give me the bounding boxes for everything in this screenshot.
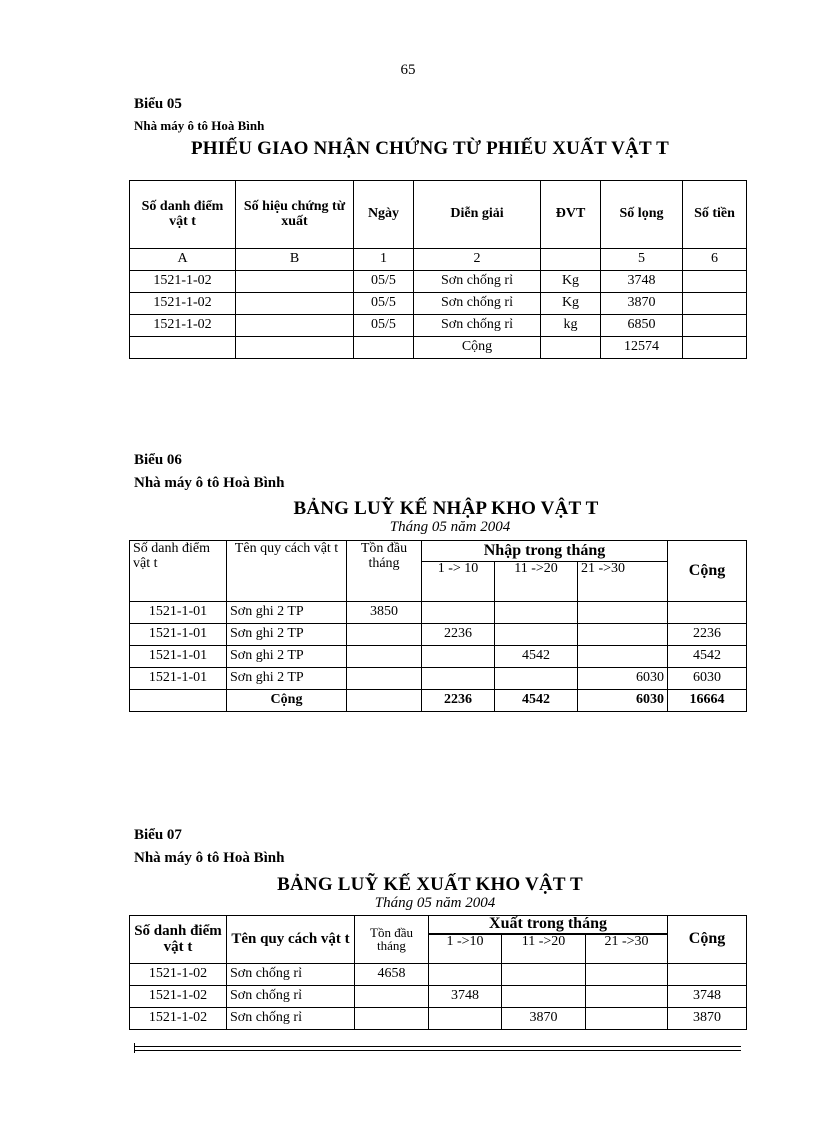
form07-subtitle: Tháng 05 năm 2004 bbox=[374, 895, 496, 911]
form07-header-period-3: 21 ->30 bbox=[586, 934, 668, 964]
table-cell bbox=[683, 337, 747, 359]
table-cell bbox=[347, 624, 422, 646]
page-number: 65 bbox=[400, 62, 416, 78]
table-cell: 1521-1-01 bbox=[130, 624, 227, 646]
form07-header-name: Tên quy cách vật t bbox=[227, 916, 355, 964]
table-cell: 2236 bbox=[422, 624, 495, 646]
form06-header-code: Số danh điểm vật t bbox=[130, 541, 227, 602]
table-cell bbox=[422, 602, 495, 624]
table-cell: 2236 bbox=[668, 624, 747, 646]
table-cell: 3870 bbox=[502, 1008, 586, 1030]
form07-header-total: Cộng bbox=[668, 916, 747, 964]
table-cell: Sơn chống rỉ bbox=[227, 986, 355, 1008]
form05-title: PHIẾU GIAO NHẬN CHỨNG TỪ PHIẾU XUẤT VẬT T bbox=[191, 138, 669, 159]
form05-total-row bbox=[130, 337, 747, 359]
form05-company: Nhà máy ô tô Hoà Bình bbox=[134, 118, 265, 133]
table-cell: 1521-1-01 bbox=[130, 668, 227, 690]
form05-table bbox=[129, 180, 747, 359]
form06-header-period-2: 11 ->20 bbox=[495, 562, 578, 602]
table-cell: 3870 bbox=[668, 1008, 747, 1030]
form05-table-row bbox=[130, 271, 747, 293]
table-cell bbox=[495, 624, 578, 646]
table-cell: Cộng bbox=[227, 690, 347, 712]
table-cell: 05/5 bbox=[354, 315, 414, 337]
form06-total-row bbox=[130, 690, 747, 712]
form07-header-code: Số danh điểm vật t bbox=[130, 916, 227, 964]
form05-header-row bbox=[130, 181, 747, 249]
form05-code-cell: 5 bbox=[601, 249, 683, 271]
table-cell bbox=[236, 337, 354, 359]
table-cell: Sơn chống rỉ bbox=[414, 315, 541, 337]
table-cell bbox=[668, 964, 747, 986]
form05-table-row bbox=[130, 315, 747, 337]
table-cell bbox=[578, 602, 668, 624]
table-cell: Sơn ghi 2 TP bbox=[227, 646, 347, 668]
form06-header-total: Cộng bbox=[668, 541, 747, 602]
form07-header-row bbox=[130, 916, 747, 934]
table-cell bbox=[355, 986, 429, 1008]
table-cell: 6850 bbox=[601, 315, 683, 337]
table-cell: 2236 bbox=[422, 690, 495, 712]
form06-company: Nhà máy ô tô Hoà Bình bbox=[134, 475, 285, 491]
table-cell: 4542 bbox=[495, 646, 578, 668]
table-cell: 3748 bbox=[668, 986, 747, 1008]
table-cell bbox=[354, 337, 414, 359]
table-cell bbox=[429, 1008, 502, 1030]
table-cell: 1521-1-02 bbox=[130, 293, 236, 315]
form06-table bbox=[129, 540, 747, 712]
table-cell: Sơn chống rỉ bbox=[227, 964, 355, 986]
form07-header-group: Xuất trong tháng bbox=[429, 916, 668, 934]
table-cell bbox=[502, 964, 586, 986]
table-cell bbox=[578, 646, 668, 668]
form05-code-cell: 2 bbox=[414, 249, 541, 271]
form07-table-row bbox=[130, 964, 747, 986]
table-cell: 4542 bbox=[495, 690, 578, 712]
table-cell bbox=[668, 602, 747, 624]
table-cell: 4658 bbox=[355, 964, 429, 986]
table-cell bbox=[683, 315, 747, 337]
form06-header-opening: Tồn đầu tháng bbox=[347, 541, 422, 602]
table-cell: kg bbox=[541, 315, 601, 337]
form06-title: BẢNG LUỸ KẾ NHẬP KHO VẬT T bbox=[293, 498, 599, 519]
table-cell bbox=[495, 602, 578, 624]
table-cell: 1521-1-01 bbox=[130, 646, 227, 668]
table-cell: 3748 bbox=[429, 986, 502, 1008]
table-cell: 1521-1-02 bbox=[130, 986, 227, 1008]
table-cell bbox=[355, 1008, 429, 1030]
table-cell bbox=[683, 293, 747, 315]
table-cell bbox=[683, 271, 747, 293]
form06-header-period-1: 1 -> 10 bbox=[422, 562, 495, 602]
form05-code-cell: A bbox=[130, 249, 236, 271]
form07-table bbox=[129, 915, 747, 1030]
form07-table-row bbox=[130, 986, 747, 1008]
form06-label: Biểu 06 bbox=[134, 452, 182, 468]
form06-header-period-3: 21 ->30 bbox=[578, 562, 668, 602]
form05-header-code: Số danh điểm vật t bbox=[130, 181, 236, 249]
table-cell: Sơn chống rỉ bbox=[414, 271, 541, 293]
form05-header-amount: Số tiền bbox=[683, 181, 747, 249]
table-cell: 6030 bbox=[578, 668, 668, 690]
form06-header-row bbox=[130, 541, 747, 562]
table-cell bbox=[347, 690, 422, 712]
form07-label: Biểu 07 bbox=[134, 827, 182, 843]
table-cell bbox=[130, 337, 236, 359]
table-cell: 1521-1-02 bbox=[130, 271, 236, 293]
table-cell: 16664 bbox=[668, 690, 747, 712]
table-cell: 3870 bbox=[601, 293, 683, 315]
footer-rule-tick bbox=[134, 1043, 135, 1053]
table-cell bbox=[586, 986, 668, 1008]
form05-header-unit: ĐVT bbox=[541, 181, 601, 249]
table-cell: 3748 bbox=[601, 271, 683, 293]
table-cell: Kg bbox=[541, 293, 601, 315]
table-cell: 05/5 bbox=[354, 271, 414, 293]
table-cell bbox=[347, 646, 422, 668]
table-cell: Sơn ghi 2 TP bbox=[227, 602, 347, 624]
table-cell: 1521-1-02 bbox=[130, 964, 227, 986]
form05-code-cell: B bbox=[236, 249, 354, 271]
table-cell: 1521-1-02 bbox=[130, 1008, 227, 1030]
table-cell: Cộng bbox=[414, 337, 541, 359]
table-cell bbox=[429, 964, 502, 986]
form07-title: BẢNG LUỸ KẾ XUẤT KHO VẬT T bbox=[277, 874, 583, 895]
table-cell: Sơn ghi 2 TP bbox=[227, 668, 347, 690]
form06-table-row bbox=[130, 602, 747, 624]
form06-table-row bbox=[130, 646, 747, 668]
form05-code-cell bbox=[541, 249, 601, 271]
form05-header-doc-number: Số hiệu chứng từ xuất bbox=[236, 181, 354, 249]
form05-code-cell: 6 bbox=[683, 249, 747, 271]
form06-table-row bbox=[130, 624, 747, 646]
table-cell: Kg bbox=[541, 271, 601, 293]
table-cell: Sơn ghi 2 TP bbox=[227, 624, 347, 646]
form07-header-period-1: 1 ->10 bbox=[429, 934, 502, 964]
table-cell bbox=[422, 668, 495, 690]
table-cell: 1521-1-01 bbox=[130, 602, 227, 624]
table-cell: 3850 bbox=[347, 602, 422, 624]
table-cell: 6030 bbox=[668, 668, 747, 690]
table-cell: 05/5 bbox=[354, 293, 414, 315]
form06-subtitle: Tháng 05 năm 2004 bbox=[389, 519, 511, 535]
form06-header-name: Tên quy cách vật t bbox=[227, 541, 347, 602]
footer-double-rule bbox=[134, 1046, 741, 1051]
form07-company: Nhà máy ô tô Hoà Bình bbox=[134, 850, 285, 866]
table-cell bbox=[495, 668, 578, 690]
form07-table-row bbox=[130, 1008, 747, 1030]
table-cell bbox=[502, 986, 586, 1008]
table-cell bbox=[130, 690, 227, 712]
form05-header-quantity: Số lọng bbox=[601, 181, 683, 249]
table-cell: Sơn chống rỉ bbox=[227, 1008, 355, 1030]
table-cell bbox=[236, 315, 354, 337]
table-cell: Sơn chống rỉ bbox=[414, 293, 541, 315]
form05-code-cell: 1 bbox=[354, 249, 414, 271]
table-cell bbox=[422, 646, 495, 668]
form06-table-row bbox=[130, 668, 747, 690]
form07-header-opening: Tồn đầu tháng bbox=[355, 916, 429, 964]
form05-header-date: Ngày bbox=[354, 181, 414, 249]
form06-header-group: Nhập trong tháng bbox=[422, 541, 668, 562]
table-cell bbox=[236, 293, 354, 315]
table-cell: 6030 bbox=[578, 690, 668, 712]
table-cell: 4542 bbox=[668, 646, 747, 668]
form05-code-row bbox=[130, 249, 747, 271]
form05-label: Biểu 05 bbox=[134, 96, 182, 112]
table-cell bbox=[578, 624, 668, 646]
table-cell bbox=[586, 964, 668, 986]
form05-table-row bbox=[130, 293, 747, 315]
table-cell bbox=[541, 337, 601, 359]
table-cell bbox=[586, 1008, 668, 1030]
table-cell: 1521-1-02 bbox=[130, 315, 236, 337]
table-cell bbox=[236, 271, 354, 293]
form07-header-period-2: 11 ->20 bbox=[502, 934, 586, 964]
table-cell: 12574 bbox=[601, 337, 683, 359]
form05-header-description: Diễn giải bbox=[414, 181, 541, 249]
table-cell bbox=[347, 668, 422, 690]
